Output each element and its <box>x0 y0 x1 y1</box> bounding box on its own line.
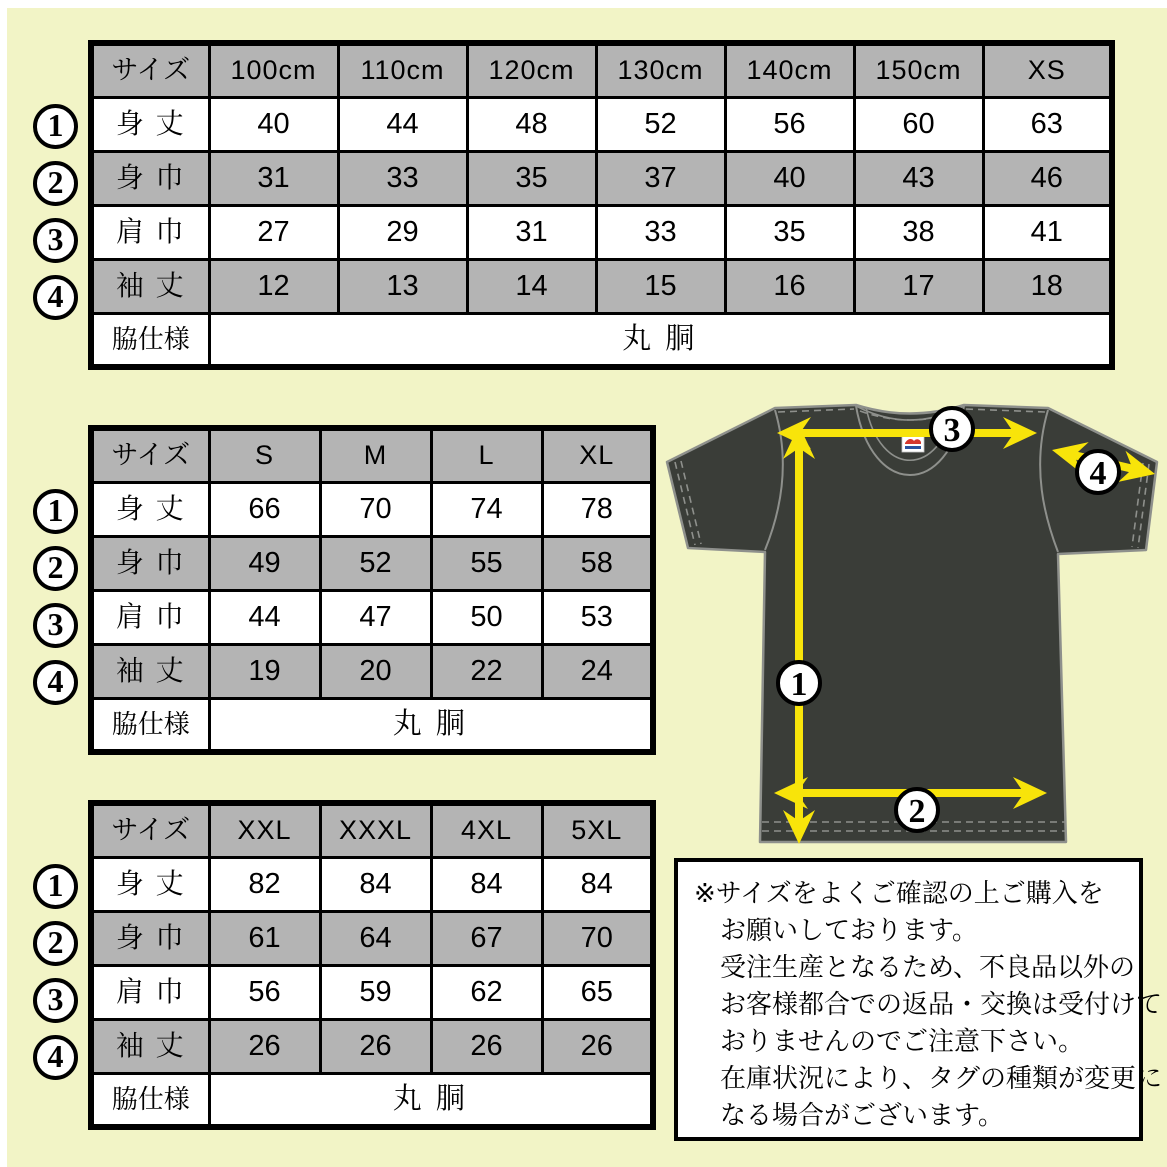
measurement-row <box>91 590 653 644</box>
notice-line: 在庫状況により、タグの種類が変更に <box>720 1063 1163 1093</box>
measurement-value-cell: 46 <box>983 151 1112 205</box>
page-canvas <box>7 8 1167 1167</box>
measurement-value-cell: 43 <box>854 151 983 205</box>
size-header-label: サイズ <box>91 803 209 857</box>
measurement-value-cell: 67 <box>431 911 542 965</box>
measurement-value-cell: 15 <box>596 259 725 313</box>
measurement-value-cell: 35 <box>467 151 596 205</box>
measurement-value-cell: 26 <box>431 1019 542 1073</box>
measurement-row <box>91 97 1112 151</box>
measurement-value-cell: 33 <box>596 205 725 259</box>
measurement-row <box>91 482 653 536</box>
measurement-row-label: 袖 丈 <box>91 1019 209 1073</box>
measurement-value-cell: 38 <box>854 205 983 259</box>
size-column-header: XS <box>983 43 1112 97</box>
measurement-value-cell: 35 <box>725 205 854 259</box>
measurement-value-cell: 20 <box>320 644 431 698</box>
size-column-header: L <box>431 428 542 482</box>
measurement-value-cell: 40 <box>209 97 338 151</box>
tshirt-measurement-diagram <box>660 398 1165 860</box>
purchase-notice-box <box>674 858 1163 1141</box>
measurement-value-cell: 27 <box>209 205 338 259</box>
size-column-header: 120cm <box>467 43 596 97</box>
measurement-value-cell: 50 <box>431 590 542 644</box>
measurement-row <box>91 151 1112 205</box>
row-marker-circle-1: 1 <box>33 489 78 534</box>
measurement-value-cell: 22 <box>431 644 542 698</box>
measurement-value-cell: 82 <box>209 857 320 911</box>
row-marker-circle-4: 4 <box>33 660 78 705</box>
notice-line: ※サイズをよくご確認の上ご購入を <box>694 878 1104 908</box>
measurement-row-label: 身 巾 <box>91 151 209 205</box>
measurement-value-cell: 13 <box>338 259 467 313</box>
spec-row-value: 丸 胴 <box>209 1073 653 1127</box>
measurement-value-cell: 48 <box>467 97 596 151</box>
measurement-value-cell: 70 <box>542 911 653 965</box>
row-marker-circle-2: 2 <box>33 546 78 591</box>
measurement-value-cell: 41 <box>983 205 1112 259</box>
measurement-row <box>91 536 653 590</box>
table-header-row <box>91 428 653 482</box>
size-column-header: 130cm <box>596 43 725 97</box>
measurement-value-cell: 19 <box>209 644 320 698</box>
measurement-value-cell: 65 <box>542 965 653 1019</box>
measurement-row-label: 身 丈 <box>91 482 209 536</box>
measurement-value-cell: 44 <box>338 97 467 151</box>
kids-xs-size-table <box>88 40 1115 370</box>
measurement-row-label: 袖 丈 <box>91 644 209 698</box>
measurement-row <box>91 857 653 911</box>
diagram-marker-3 <box>931 408 973 450</box>
measurement-row <box>91 259 1112 313</box>
measurement-value-cell: 26 <box>320 1019 431 1073</box>
size-column-header: 140cm <box>725 43 854 97</box>
measurement-value-cell: 84 <box>542 857 653 911</box>
size-header-label: サイズ <box>91 428 209 482</box>
measurement-row-label: 肩 巾 <box>91 205 209 259</box>
measurement-value-cell: 61 <box>209 911 320 965</box>
spec-row-value: 丸 胴 <box>209 313 1112 367</box>
size-column-header: S <box>209 428 320 482</box>
measurement-value-cell: 24 <box>542 644 653 698</box>
size-column-header: XL <box>542 428 653 482</box>
measurement-value-cell: 55 <box>431 536 542 590</box>
measurement-value-cell: 37 <box>596 151 725 205</box>
measurement-value-cell: 53 <box>542 590 653 644</box>
measurement-row <box>91 644 653 698</box>
measurement-value-cell: 58 <box>542 536 653 590</box>
large-size-table <box>88 800 656 1130</box>
measurement-value-cell: 78 <box>542 482 653 536</box>
row-marker-circle-2: 2 <box>33 921 78 966</box>
measurement-value-cell: 70 <box>320 482 431 536</box>
size-column-header: M <box>320 428 431 482</box>
measurement-value-cell: 16 <box>725 259 854 313</box>
spec-row-label: 脇仕様 <box>91 1073 209 1127</box>
spec-row <box>91 1073 653 1127</box>
size-column-header: 150cm <box>854 43 983 97</box>
measurement-row-label: 身 巾 <box>91 536 209 590</box>
row-marker-circle-3: 3 <box>33 603 78 648</box>
measurement-row <box>91 205 1112 259</box>
measurement-value-cell: 14 <box>467 259 596 313</box>
spec-row-label: 脇仕様 <box>91 313 209 367</box>
size-column-header: 4XL <box>431 803 542 857</box>
spec-row <box>91 698 653 752</box>
measurement-value-cell: 63 <box>983 97 1112 151</box>
svg-text:1: 1 <box>790 666 808 703</box>
measurement-row-label: 身 巾 <box>91 911 209 965</box>
notice-line: なる場合がございます。 <box>720 1100 1004 1130</box>
measurement-value-cell: 18 <box>983 259 1112 313</box>
size-header-label: サイズ <box>91 43 209 97</box>
svg-text:4: 4 <box>1089 455 1107 492</box>
measurement-row <box>91 965 653 1019</box>
row-marker-circle-4: 4 <box>33 1035 78 1080</box>
measurement-row-label: 身 丈 <box>91 97 209 151</box>
measurement-value-cell: 44 <box>209 590 320 644</box>
spec-row-label: 脇仕様 <box>91 698 209 752</box>
measurement-value-cell: 31 <box>467 205 596 259</box>
spec-row <box>91 313 1112 367</box>
measurement-row-label: 袖 丈 <box>91 259 209 313</box>
measurement-row-label: 肩 巾 <box>91 965 209 1019</box>
size-column-header: XXXL <box>320 803 431 857</box>
row-marker-circle-1: 1 <box>33 864 78 909</box>
row-marker-circle-1: 1 <box>33 104 78 149</box>
measurement-row <box>91 1019 653 1073</box>
row-marker-circle-3: 3 <box>33 978 78 1023</box>
size-column-header: 100cm <box>209 43 338 97</box>
row-marker-circle-4: 4 <box>33 275 78 320</box>
measurement-value-cell: 84 <box>320 857 431 911</box>
measurement-value-cell: 52 <box>596 97 725 151</box>
measurement-value-cell: 26 <box>542 1019 653 1073</box>
table-header-row <box>91 43 1112 97</box>
measurement-value-cell: 64 <box>320 911 431 965</box>
diagram-marker-1 <box>778 662 820 704</box>
measurement-value-cell: 12 <box>209 259 338 313</box>
measurement-value-cell: 56 <box>209 965 320 1019</box>
measurement-value-cell: 84 <box>431 857 542 911</box>
measurement-value-cell: 52 <box>320 536 431 590</box>
measurement-value-cell: 17 <box>854 259 983 313</box>
measurement-value-cell: 40 <box>725 151 854 205</box>
measurement-row-label: 肩 巾 <box>91 590 209 644</box>
measurement-value-cell: 59 <box>320 965 431 1019</box>
notice-line: おりませんのでご注意下さい。 <box>720 1026 1085 1056</box>
size-column-header: 110cm <box>338 43 467 97</box>
measurement-value-cell: 49 <box>209 536 320 590</box>
purchase-notice-text <box>694 875 1163 1134</box>
measurement-value-cell: 60 <box>854 97 983 151</box>
adult-size-table <box>88 425 656 755</box>
measurement-value-cell: 56 <box>725 97 854 151</box>
row-marker-circle-3: 3 <box>33 218 78 263</box>
measurement-value-cell: 33 <box>338 151 467 205</box>
measurement-value-cell: 62 <box>431 965 542 1019</box>
measurement-value-cell: 74 <box>431 482 542 536</box>
measurement-value-cell: 47 <box>320 590 431 644</box>
measurement-value-cell: 66 <box>209 482 320 536</box>
size-column-header: XXL <box>209 803 320 857</box>
diagram-marker-4 <box>1077 451 1119 493</box>
svg-text:2: 2 <box>908 793 926 830</box>
measurement-value-cell: 29 <box>338 205 467 259</box>
brand-tag-icon <box>902 436 924 452</box>
notice-line: 受注生産となるため、不良品以外の <box>720 952 1135 982</box>
measurement-row <box>91 911 653 965</box>
svg-text:3: 3 <box>943 412 961 449</box>
measurement-value-cell: 31 <box>209 151 338 205</box>
size-column-header: 5XL <box>542 803 653 857</box>
diagram-marker-2 <box>896 789 938 831</box>
row-marker-circle-2: 2 <box>33 161 78 206</box>
notice-line: お願いしております。 <box>720 915 978 945</box>
measurement-row-label: 身 丈 <box>91 857 209 911</box>
spec-row-value: 丸 胴 <box>209 698 653 752</box>
notice-line: お客様都合での返品・交換は受付けて <box>720 989 1163 1019</box>
measurement-value-cell: 26 <box>209 1019 320 1073</box>
table-header-row <box>91 803 653 857</box>
